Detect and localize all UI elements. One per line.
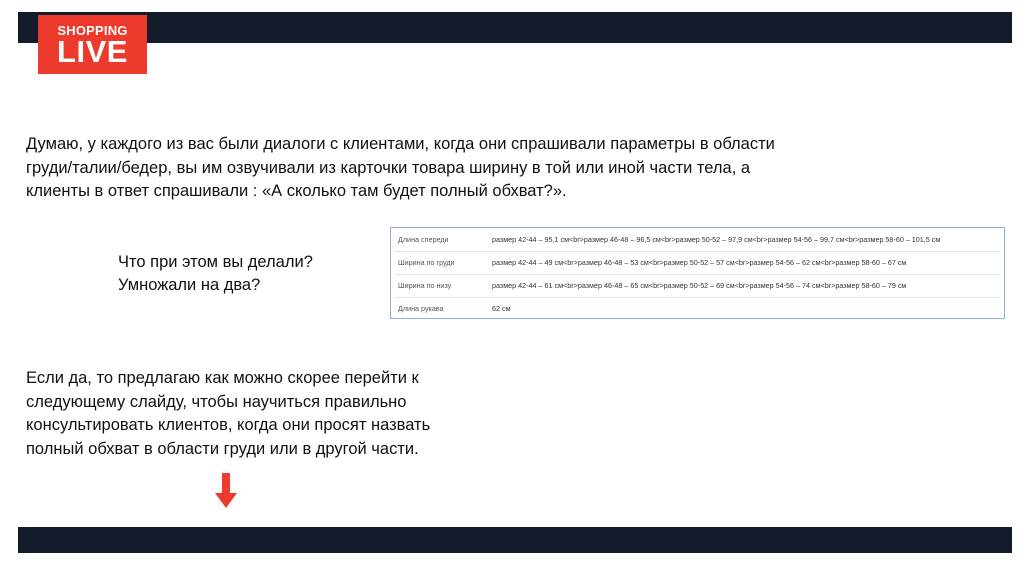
logo-line2: LIVE: [57, 34, 128, 69]
intro-paragraph: Думаю, у каждого из вас были диалоги с клиентами, когда они спрашивали параметры в области груди/талии/бедер, вы им озвучивали из карточки товара ширину в той или иной части тела, а клиенты в ответ спрашивали : «А сколько там будет полный обхват?».: [26, 135, 775, 200]
row-value: размер 42-44 – 61 см<br>размер 46-48 – 65 см<br>размер 50-52 – 69 см<br>размер 54-56 – 74 см<br>размер 58-60 – 79 см: [492, 281, 907, 290]
header-bar: [18, 12, 1012, 43]
footer-bar: [18, 527, 1012, 553]
logo-line1: SHOPPING: [57, 23, 128, 38]
row-name: Длина рукава: [398, 304, 444, 313]
arrow-head: [215, 493, 237, 508]
shopping-live-logo: [38, 15, 147, 74]
question-line1: Что при этом вы делали?: [118, 253, 313, 271]
table-row: [395, 274, 1000, 298]
next-slide-paragraph: Если да, то предлагаю как можно скорее перейти к следующему слайду, чтобы научиться правильно консультировать клиентов, когда они просят назвать полный обхват в области груди или в другой части.: [26, 369, 431, 458]
row-value: размер 42-44 – 49 см<br>размер 46-48 – 53 см<br>размер 50-52 – 57 см<br>размер 54-56 – 62 см<br>размер 58-60 – 67 см: [492, 258, 907, 267]
table-row: [395, 297, 1000, 320]
row-name: Ширина по груди: [398, 258, 455, 267]
row-name: Длина спереди: [398, 235, 449, 244]
question-line2: Умножали на два?: [118, 276, 261, 294]
table-row: [395, 228, 1000, 252]
arrow-down-icon: [215, 473, 237, 509]
row-value: размер 42-44 – 95,1 см<br>размер 46-48 – 96,5 см<br>размер 50-52 – 97,9 см<br>размер 54-56 – 99,7 см<br>размер 58-60 – 101,5 см: [492, 235, 941, 244]
question-block: [118, 251, 378, 297]
table-row: [395, 251, 1000, 275]
arrow-shaft: [222, 473, 230, 495]
row-value: 62 см: [492, 304, 511, 313]
row-name: Ширина по низу: [398, 281, 452, 290]
size-chart-table: [390, 227, 1005, 319]
